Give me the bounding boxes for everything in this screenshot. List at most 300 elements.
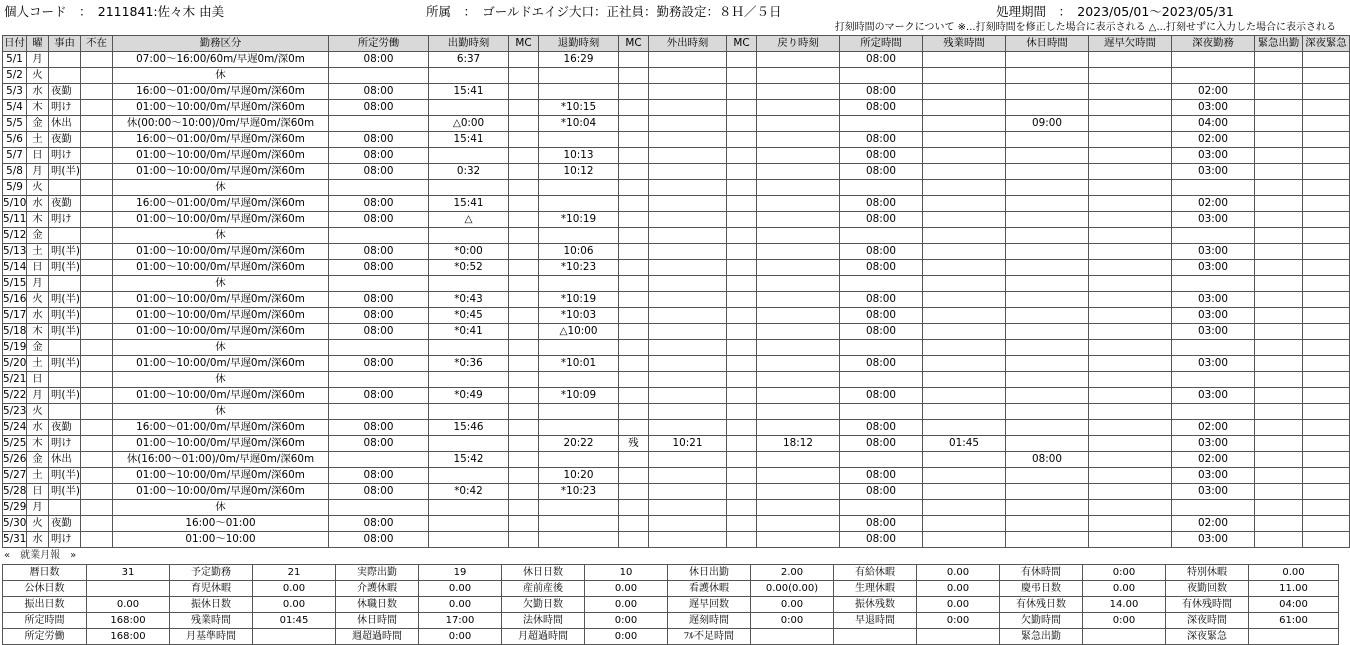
- column-header: 勤務区分: [113, 36, 329, 52]
- table-row[interactable]: [3, 292, 1350, 308]
- table-cell: 5/6: [3, 132, 27, 148]
- table-cell: [757, 404, 840, 420]
- table-cell: [840, 404, 923, 420]
- table-cell: [329, 372, 429, 388]
- summary-table: [2, 564, 1339, 645]
- table-cell: [1172, 500, 1255, 516]
- table-cell: [649, 100, 727, 116]
- table-cell: [81, 356, 113, 372]
- table-cell: 土: [27, 468, 49, 484]
- table-cell: [509, 164, 539, 180]
- table-cell: [649, 500, 727, 516]
- table-cell: [727, 84, 757, 100]
- table-cell: 01:00～10:00/0m/早遅0m/深60m: [113, 212, 329, 228]
- table-cell: 10:20: [539, 468, 619, 484]
- table-cell: [509, 420, 539, 436]
- table-cell: [1255, 452, 1303, 468]
- mark-note: 打刻時間のマークについて ※...打刻時間を修正した場合に表示される △...打刻せずに入力した場合に表示される: [834, 22, 1336, 33]
- table-cell: [757, 276, 840, 292]
- table-cell: 明(半): [49, 484, 81, 500]
- table-cell: 5/16: [3, 292, 27, 308]
- table-cell: [81, 372, 113, 388]
- table-row[interactable]: [3, 116, 1350, 132]
- table-cell: [1006, 292, 1089, 308]
- table-cell: [329, 68, 429, 84]
- table-cell: [1303, 52, 1350, 68]
- summary-value: 0:00: [1083, 613, 1166, 629]
- table-row[interactable]: [3, 260, 1350, 276]
- table-cell: [1303, 132, 1350, 148]
- table-cell: [619, 68, 649, 84]
- summary-value: 0.00: [751, 597, 834, 613]
- column-header: 残業時間: [923, 36, 1006, 52]
- table-cell: 夜勤: [49, 420, 81, 436]
- table-cell: [81, 308, 113, 324]
- table-cell: [81, 436, 113, 452]
- table-cell: 休: [113, 276, 329, 292]
- summary-title: « 就業月報 »: [4, 550, 77, 561]
- table-cell: [81, 52, 113, 68]
- table-cell: [1303, 308, 1350, 324]
- table-cell: [1255, 196, 1303, 212]
- table-row[interactable]: [3, 404, 1350, 420]
- table-cell: 10:13: [539, 148, 619, 164]
- table-row[interactable]: [3, 132, 1350, 148]
- table-cell: [1006, 196, 1089, 212]
- summary-label: 生理休暇: [834, 581, 917, 597]
- table-cell: [727, 196, 757, 212]
- table-cell: [649, 116, 727, 132]
- table-cell: 土: [27, 132, 49, 148]
- table-row[interactable]: [3, 468, 1350, 484]
- table-cell: 02:00: [1172, 420, 1255, 436]
- table-cell: [49, 52, 81, 68]
- table-cell: *0:36: [429, 356, 509, 372]
- table-row[interactable]: [3, 372, 1350, 388]
- table-row[interactable]: [3, 228, 1350, 244]
- table-cell: [923, 452, 1006, 468]
- table-row[interactable]: [3, 484, 1350, 500]
- table-row[interactable]: [3, 68, 1350, 84]
- summary-label: 予定勤務: [170, 565, 253, 581]
- table-cell: 01:00～10:00/0m/早遅0m/深60m: [113, 468, 329, 484]
- table-cell: [1303, 116, 1350, 132]
- table-cell: [649, 420, 727, 436]
- table-cell: [619, 276, 649, 292]
- table-cell: [1006, 532, 1089, 548]
- table-cell: 休: [113, 500, 329, 516]
- table-cell: 金: [27, 452, 49, 468]
- summary-label: 夜勤回数: [1166, 581, 1249, 597]
- table-cell: *10:09: [539, 388, 619, 404]
- table-cell: 5/21: [3, 372, 27, 388]
- table-cell: [509, 84, 539, 100]
- table-cell: 5/12: [3, 228, 27, 244]
- table-cell: 16:00～01:00/0m/早遅0m/深60m: [113, 132, 329, 148]
- table-cell: [757, 196, 840, 212]
- table-cell: 03:00: [1172, 148, 1255, 164]
- table-cell: [1303, 532, 1350, 548]
- table-cell: 07:00～16:00/60m/早遅0m/深0m: [113, 52, 329, 68]
- table-cell: [727, 340, 757, 356]
- table-cell: [727, 500, 757, 516]
- table-cell: 08:00: [329, 484, 429, 500]
- table-cell: 18:12: [757, 436, 840, 452]
- table-cell: [727, 532, 757, 548]
- column-header: MC: [619, 36, 649, 52]
- table-cell: [727, 180, 757, 196]
- column-header: 休日時間: [1006, 36, 1089, 52]
- table-cell: 夜勤: [49, 196, 81, 212]
- table-cell: [757, 52, 840, 68]
- table-cell: [81, 452, 113, 468]
- column-header: MC: [727, 36, 757, 52]
- table-cell: 08:00: [1006, 452, 1089, 468]
- table-cell: [539, 532, 619, 548]
- table-cell: [329, 340, 429, 356]
- table-row[interactable]: [3, 180, 1350, 196]
- summary-value: 0.00: [419, 581, 502, 597]
- table-cell: [1303, 516, 1350, 532]
- table-cell: *10:01: [539, 356, 619, 372]
- table-cell: [509, 180, 539, 196]
- table-cell: [1303, 164, 1350, 180]
- summary-label: 欠勤日数: [502, 597, 585, 613]
- table-row[interactable]: [3, 276, 1350, 292]
- table-cell: [1006, 324, 1089, 340]
- table-cell: [840, 116, 923, 132]
- table-cell: *0:52: [429, 260, 509, 276]
- table-cell: [509, 260, 539, 276]
- table-cell: 0:32: [429, 164, 509, 180]
- summary-label: 振休残数: [834, 597, 917, 613]
- table-cell: 15:42: [429, 452, 509, 468]
- table-cell: [1255, 100, 1303, 116]
- table-cell: 03:00: [1172, 212, 1255, 228]
- summary-value: 0:00: [585, 629, 668, 645]
- table-cell: 5/28: [3, 484, 27, 500]
- table-cell: 08:00: [329, 468, 429, 484]
- table-row[interactable]: [3, 308, 1350, 324]
- table-cell: [840, 180, 923, 196]
- table-cell: [81, 132, 113, 148]
- column-header: 日付: [3, 36, 27, 52]
- table-cell: [649, 180, 727, 196]
- table-row[interactable]: [3, 148, 1350, 164]
- summary-label: 休日時間: [336, 613, 419, 629]
- table-cell: [619, 372, 649, 388]
- table-cell: [509, 356, 539, 372]
- table-cell: [923, 148, 1006, 164]
- table-cell: 03:00: [1172, 468, 1255, 484]
- table-cell: 休: [113, 340, 329, 356]
- table-cell: [1255, 164, 1303, 180]
- table-cell: 08:00: [329, 244, 429, 260]
- table-cell: [509, 148, 539, 164]
- table-cell: [1089, 100, 1172, 116]
- summary-label: 育児休暇: [170, 581, 253, 597]
- table-cell: 夜勤: [49, 132, 81, 148]
- table-cell: *10:15: [539, 100, 619, 116]
- table-cell: [1006, 420, 1089, 436]
- table-cell: 10:21: [649, 436, 727, 452]
- table-cell: 5/27: [3, 468, 27, 484]
- summary-label: 公休日数: [3, 581, 87, 597]
- table-cell: 休: [113, 404, 329, 420]
- summary-label: 法休時間: [502, 613, 585, 629]
- table-cell: [1006, 484, 1089, 500]
- table-cell: 明(半): [49, 244, 81, 260]
- table-cell: 火: [27, 180, 49, 196]
- column-header: 退勤時刻: [539, 36, 619, 52]
- table-cell: 08:00: [329, 324, 429, 340]
- table-cell: 5/13: [3, 244, 27, 260]
- table-cell: 01:00～10:00/0m/早遅0m/深60m: [113, 388, 329, 404]
- table-cell: [1303, 196, 1350, 212]
- table-row[interactable]: [3, 100, 1350, 116]
- table-cell: [923, 276, 1006, 292]
- summary-value: [1249, 629, 1339, 645]
- table-cell: 月: [27, 164, 49, 180]
- table-cell: [1089, 84, 1172, 100]
- summary-label: 休職日数: [336, 597, 419, 613]
- summary-value: 31: [87, 565, 170, 581]
- table-cell: [619, 228, 649, 244]
- table-cell: [539, 404, 619, 420]
- table-cell: 08:00: [840, 148, 923, 164]
- table-cell: 水: [27, 420, 49, 436]
- table-cell: 08:00: [840, 516, 923, 532]
- table-row[interactable]: [3, 196, 1350, 212]
- table-cell: [619, 340, 649, 356]
- table-cell: [727, 228, 757, 244]
- table-row[interactable]: [3, 212, 1350, 228]
- table-cell: 残: [619, 436, 649, 452]
- table-cell: [329, 180, 429, 196]
- column-header: 遅早欠時間: [1089, 36, 1172, 52]
- table-cell: [1255, 308, 1303, 324]
- table-cell: [1255, 180, 1303, 196]
- table-cell: [923, 468, 1006, 484]
- table-cell: [1006, 276, 1089, 292]
- table-cell: [1006, 436, 1089, 452]
- table-cell: 08:00: [840, 436, 923, 452]
- summary-value: [751, 629, 834, 645]
- summary-value: 0:00: [585, 613, 668, 629]
- table-cell: 01:00～10:00/0m/早遅0m/深60m: [113, 100, 329, 116]
- summary-label: 休日日数: [502, 565, 585, 581]
- table-cell: 明(半): [49, 356, 81, 372]
- column-header: 所定時間: [840, 36, 923, 52]
- summary-row: [3, 581, 1339, 597]
- table-cell: [649, 212, 727, 228]
- summary-label: 欠勤時間: [1000, 613, 1083, 629]
- table-cell: [1089, 52, 1172, 68]
- table-cell: [727, 356, 757, 372]
- table-cell: [1255, 372, 1303, 388]
- table-cell: [1255, 132, 1303, 148]
- table-cell: 09:00: [1006, 116, 1089, 132]
- table-cell: [1255, 404, 1303, 420]
- table-cell: [619, 356, 649, 372]
- table-cell: [429, 228, 509, 244]
- table-cell: [1006, 52, 1089, 68]
- table-cell: [539, 228, 619, 244]
- table-cell: 明け: [49, 100, 81, 116]
- table-cell: 木: [27, 324, 49, 340]
- table-row[interactable]: [3, 244, 1350, 260]
- table-cell: [509, 52, 539, 68]
- table-cell: [1303, 212, 1350, 228]
- table-cell: [1006, 404, 1089, 420]
- table-cell: [757, 100, 840, 116]
- table-cell: 08:00: [840, 356, 923, 372]
- table-cell: [1172, 68, 1255, 84]
- table-cell: [757, 148, 840, 164]
- table-cell: [1303, 180, 1350, 196]
- table-cell: [923, 420, 1006, 436]
- table-cell: [619, 452, 649, 468]
- table-cell: [509, 132, 539, 148]
- table-cell: [1303, 420, 1350, 436]
- table-cell: 08:00: [840, 260, 923, 276]
- table-cell: *10:03: [539, 308, 619, 324]
- table-row[interactable]: [3, 452, 1350, 468]
- table-cell: *10:04: [539, 116, 619, 132]
- table-cell: [509, 68, 539, 84]
- table-cell: 木: [27, 212, 49, 228]
- table-row[interactable]: [3, 340, 1350, 356]
- table-cell: 5/15: [3, 276, 27, 292]
- table-cell: [1255, 260, 1303, 276]
- table-cell: [81, 68, 113, 84]
- table-cell: [727, 468, 757, 484]
- table-cell: [509, 196, 539, 212]
- table-row[interactable]: [3, 532, 1350, 548]
- table-cell: [1089, 292, 1172, 308]
- table-row[interactable]: [3, 500, 1350, 516]
- table-cell: [429, 148, 509, 164]
- table-cell: [840, 276, 923, 292]
- table-cell: [1303, 84, 1350, 100]
- summary-value: [87, 581, 170, 597]
- table-cell: [727, 116, 757, 132]
- table-cell: 明(半): [49, 164, 81, 180]
- table-row[interactable]: [3, 52, 1350, 68]
- table-cell: [49, 180, 81, 196]
- table-cell: [81, 516, 113, 532]
- table-cell: 03:00: [1172, 260, 1255, 276]
- table-cell: [757, 68, 840, 84]
- summary-label: 遅早回数: [668, 597, 751, 613]
- table-cell: [840, 500, 923, 516]
- summary-value: 0.00: [585, 597, 668, 613]
- table-cell: [727, 212, 757, 228]
- table-cell: 5/22: [3, 388, 27, 404]
- table-cell: 明(半): [49, 292, 81, 308]
- table-cell: 金: [27, 340, 49, 356]
- summary-label: 振出日数: [3, 597, 87, 613]
- table-cell: 明け: [49, 212, 81, 228]
- table-cell: 月: [27, 388, 49, 404]
- table-cell: 08:00: [840, 308, 923, 324]
- table-cell: [757, 532, 840, 548]
- table-cell: [619, 52, 649, 68]
- table-cell: [429, 180, 509, 196]
- table-cell: 08:00: [840, 388, 923, 404]
- table-cell: [1303, 100, 1350, 116]
- table-cell: [619, 148, 649, 164]
- table-cell: 5/31: [3, 532, 27, 548]
- table-cell: 16:00～01:00/0m/早遅0m/深60m: [113, 84, 329, 100]
- table-cell: [509, 340, 539, 356]
- table-row[interactable]: [3, 356, 1350, 372]
- table-cell: [619, 164, 649, 180]
- table-cell: [649, 372, 727, 388]
- table-cell: *0:41: [429, 324, 509, 340]
- table-row[interactable]: [3, 420, 1350, 436]
- table-cell: [509, 388, 539, 404]
- table-cell: 明け: [49, 436, 81, 452]
- table-row[interactable]: [3, 164, 1350, 180]
- table-cell: [1089, 500, 1172, 516]
- summary-label: 残業時間: [170, 613, 253, 629]
- table-cell: [509, 276, 539, 292]
- table-cell: [1089, 148, 1172, 164]
- table-cell: [923, 180, 1006, 196]
- table-cell: [1089, 452, 1172, 468]
- table-cell: [1255, 244, 1303, 260]
- table-cell: 5/4: [3, 100, 27, 116]
- table-cell: [49, 68, 81, 84]
- table-cell: [1006, 260, 1089, 276]
- table-cell: [727, 452, 757, 468]
- table-cell: [1089, 260, 1172, 276]
- table-cell: [49, 340, 81, 356]
- table-cell: [923, 260, 1006, 276]
- table-cell: 15:46: [429, 420, 509, 436]
- table-cell: *10:19: [539, 212, 619, 228]
- table-cell: [619, 516, 649, 532]
- table-cell: [81, 244, 113, 260]
- table-row[interactable]: [3, 516, 1350, 532]
- summary-label: 休日出勤: [668, 565, 751, 581]
- table-cell: [509, 228, 539, 244]
- summary-value: 01:45: [253, 613, 336, 629]
- table-row[interactable]: [3, 436, 1350, 452]
- table-cell: 5/17: [3, 308, 27, 324]
- table-cell: [1303, 276, 1350, 292]
- table-cell: [539, 516, 619, 532]
- table-row[interactable]: [3, 324, 1350, 340]
- table-cell: [1089, 276, 1172, 292]
- table-cell: 08:00: [329, 260, 429, 276]
- table-cell: [727, 244, 757, 260]
- table-row[interactable]: [3, 84, 1350, 100]
- table-cell: 08:00: [329, 420, 429, 436]
- table-row[interactable]: [3, 388, 1350, 404]
- table-cell: [840, 340, 923, 356]
- table-cell: [727, 436, 757, 452]
- table-cell: 01:00～10:00: [113, 532, 329, 548]
- attendance-table: [2, 35, 1350, 548]
- table-cell: 5/3: [3, 84, 27, 100]
- table-cell: [923, 164, 1006, 180]
- table-cell: [840, 228, 923, 244]
- table-cell: [81, 500, 113, 516]
- table-cell: [619, 500, 649, 516]
- summary-label: 遅刻時間: [668, 613, 751, 629]
